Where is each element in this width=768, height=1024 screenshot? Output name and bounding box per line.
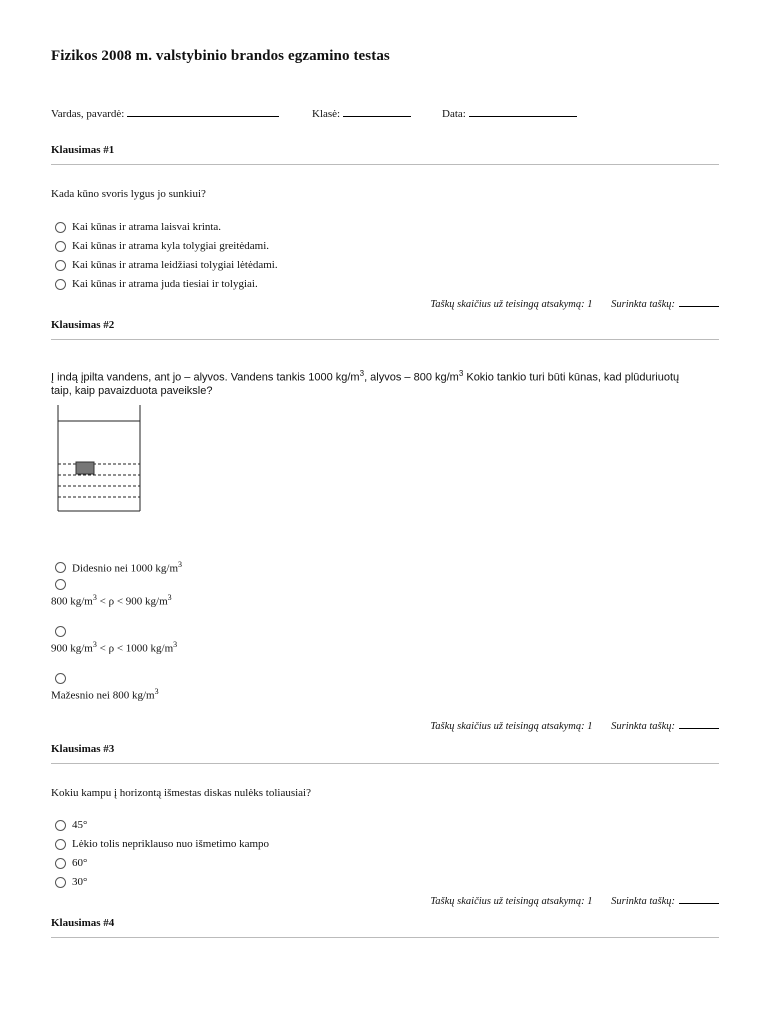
points-label: Taškų skaičius už teisingą atsakymą:: [430, 299, 585, 310]
q1-option[interactable]: [55, 240, 269, 252]
class-blank[interactable]: [343, 106, 411, 117]
points-label: Taškų skaičius už teisingą atsakymą:: [430, 896, 585, 907]
q1-option[interactable]: [55, 259, 278, 271]
earned-blank[interactable]: [679, 893, 719, 904]
radio-button[interactable]: [55, 858, 66, 869]
question-1-text: Kada kūno svoris lygus jo sunkiui?: [51, 188, 206, 200]
option-label: Kai kūnas ir atrama kyla tolygiai greitėdami.: [72, 240, 270, 252]
radio-button[interactable]: [55, 579, 66, 590]
container-diagram: [56, 405, 144, 515]
score-line: [430, 296, 719, 310]
radio-button[interactable]: [55, 839, 66, 850]
question-1-heading: Klausimas #1: [51, 144, 115, 156]
q3-option[interactable]: [55, 819, 87, 831]
score-line: [430, 718, 719, 732]
divider: [51, 164, 719, 165]
option-label: 45°: [72, 819, 88, 831]
radio-button[interactable]: [55, 562, 66, 573]
radio-button[interactable]: [55, 626, 66, 637]
q2-option[interactable]: [55, 560, 182, 575]
name-label: Vardas, pavardė:: [51, 108, 125, 120]
q3-option[interactable]: [55, 857, 87, 869]
earned-blank[interactable]: [679, 718, 719, 729]
radio-button[interactable]: [55, 241, 66, 252]
radio-button[interactable]: [55, 222, 66, 233]
q3-option[interactable]: [55, 838, 269, 850]
radio-button[interactable]: [55, 877, 66, 888]
q1-option[interactable]: [55, 278, 258, 290]
points-label: Taškų skaičius už teisingą atsakymą:: [430, 721, 585, 732]
points-value: 1: [587, 896, 593, 907]
option-label: Lėkio tolis nepriklauso nuo išmetimo kampo: [72, 838, 270, 850]
date-field[interactable]: [442, 106, 577, 120]
option-label: 800 $kg/m^3 < \rho < 900$ $kg/m^3$: [51, 593, 172, 608]
name-field[interactable]: [51, 106, 279, 120]
earned-label: Surinkta taškų:: [611, 721, 675, 732]
q1-option[interactable]: [55, 221, 221, 233]
option-label: Kai kūnas ir atrama leidžiasi tolygiai lėtėdami.: [72, 259, 278, 271]
q2-option[interactable]: [55, 626, 72, 637]
earned-label: Surinkta taškų:: [611, 896, 675, 907]
question-3-text: Kokiu kampu į horizontą išmestas diskas nulėks toliausiai?: [51, 787, 311, 799]
q2-option[interactable]: [55, 579, 72, 590]
q3-option[interactable]: [55, 876, 87, 888]
radio-button[interactable]: [55, 279, 66, 290]
option-label: 60°: [72, 857, 88, 869]
option-label: Didesnio nei 1000 $kg/m^3$: [72, 560, 183, 575]
score-line: [430, 893, 719, 907]
divider: [51, 339, 719, 340]
option-label: Kai kūnas ir atrama juda tiesiai ir tolygiai.: [72, 278, 258, 290]
radio-button[interactable]: [55, 820, 66, 831]
class-label: Klasė:: [312, 108, 341, 120]
question-2-text: Į indą įpilta vandens, ant jo – alyvos. Vandens tankis 1000 $kg/m^3$, alyvos – 800 $kg/m^3$ Kokio tankio turi būti kūnas, kad plūduriuotų taip, kaip pavaizduota paveiksle?: [51, 369, 680, 397]
option-label: Mažesnio nei 800 $kg/m^3$: [51, 687, 159, 702]
q2-option[interactable]: [55, 673, 72, 684]
divider: [51, 937, 719, 938]
name-blank[interactable]: [127, 106, 279, 117]
date-blank[interactable]: [469, 106, 577, 117]
date-label: Data:: [442, 108, 466, 120]
page-title: Fizikos 2008 m. valstybinio brandos egzamino testas: [51, 48, 390, 64]
class-field[interactable]: [312, 106, 411, 120]
earned-label: Surinkta taškų:: [611, 299, 675, 310]
divider: [51, 763, 719, 764]
question-3-heading: Klausimas #3: [51, 743, 115, 755]
option-label: 30°: [72, 876, 88, 888]
question-4-heading: Klausimas #4: [51, 917, 115, 929]
option-label: 900 $kg/m^3 < \rho < 1000$ $kg/m^3$: [51, 640, 178, 655]
radio-button[interactable]: [55, 260, 66, 271]
radio-button[interactable]: [55, 673, 66, 684]
earned-blank[interactable]: [679, 296, 719, 307]
points-value: 1: [587, 721, 593, 732]
question-2-heading: Klausimas #2: [51, 319, 115, 331]
points-value: 1: [587, 299, 593, 310]
option-label: Kai kūnas ir atrama laisvai krinta.: [72, 221, 222, 233]
